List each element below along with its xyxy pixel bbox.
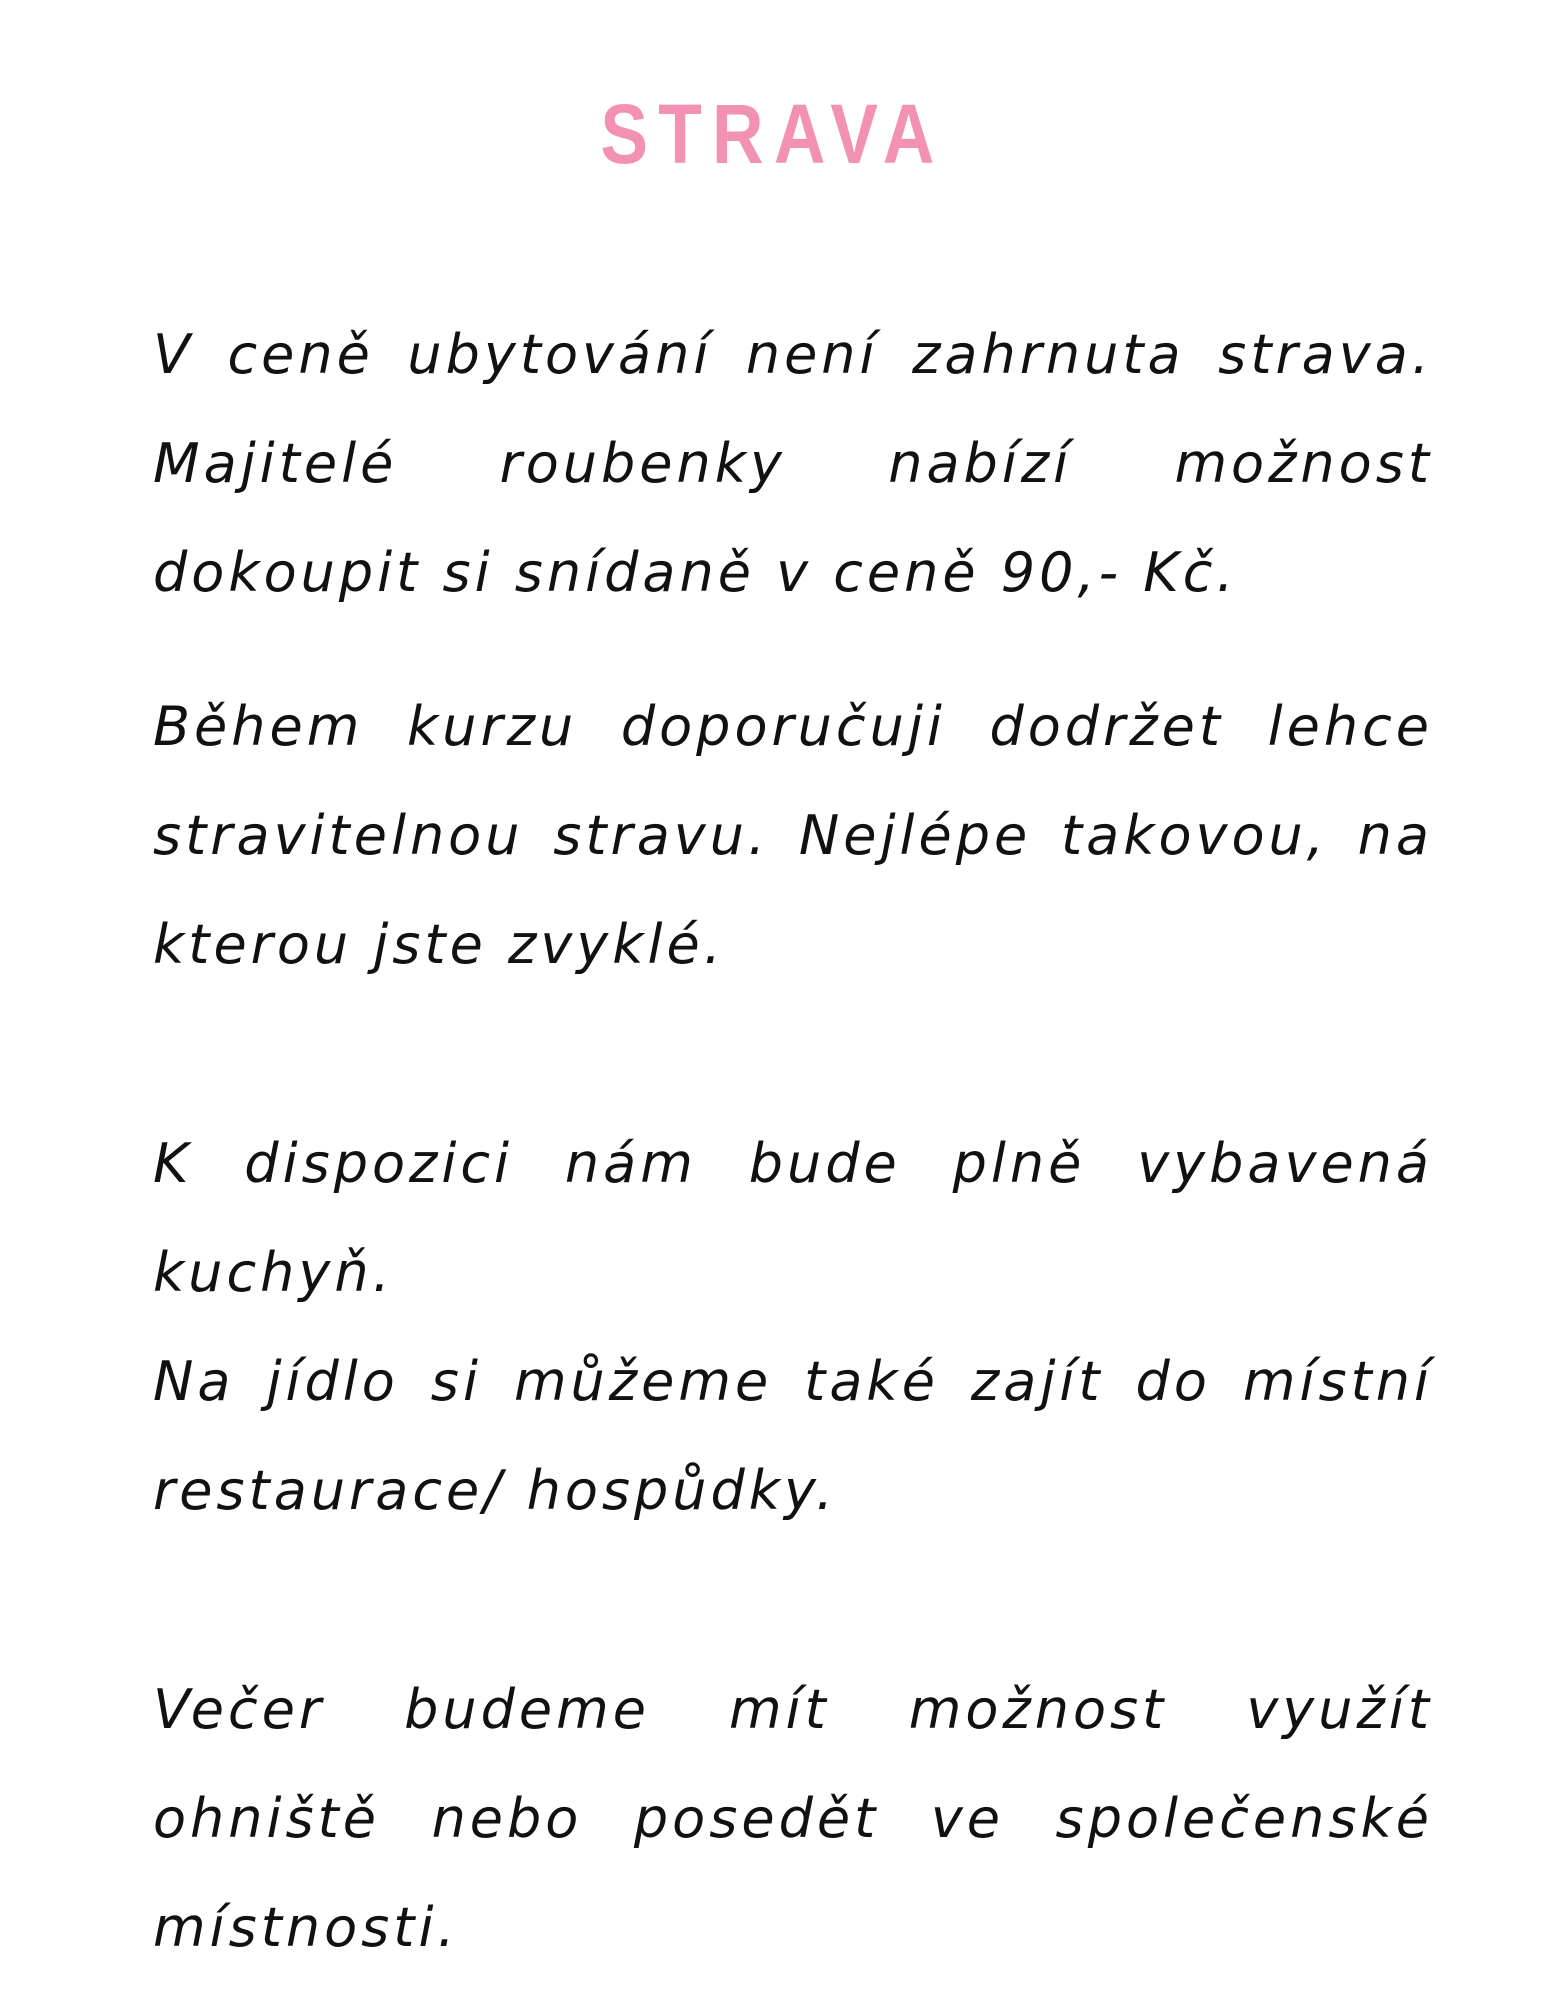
- spacer: [153, 1545, 1433, 1655]
- page-title: STRAVA: [600, 87, 945, 181]
- paragraph-accommodation-meals: V ceně ubytování není zahrnuta strava. Majitelé roubenky nabízí možnost dokoupit si snídaně v ceně 90,- Kč.: [153, 323, 1433, 604]
- spacer: [153, 999, 1433, 1109]
- paragraph-restaurant: Na jídlo si můžeme také zajít do místní restaurace/ hospůdky.: [153, 1350, 1433, 1522]
- paragraph-kitchen: K dispozici nám bude plně vybavená kuchyň.: [153, 1132, 1433, 1304]
- paragraph-evening: Večer budeme mít možnost využít ohniště nebo posedět ve společenské místnosti.: [153, 1678, 1433, 1959]
- spacer: [153, 627, 1433, 672]
- document-body: [153, 300, 1433, 1982]
- paragraph-diet-recommendation: Během kurzu doporučuji dodržet lehce stravitelnou stravu. Nejlépe takovou, na kterou jste zvyklé.: [153, 695, 1433, 976]
